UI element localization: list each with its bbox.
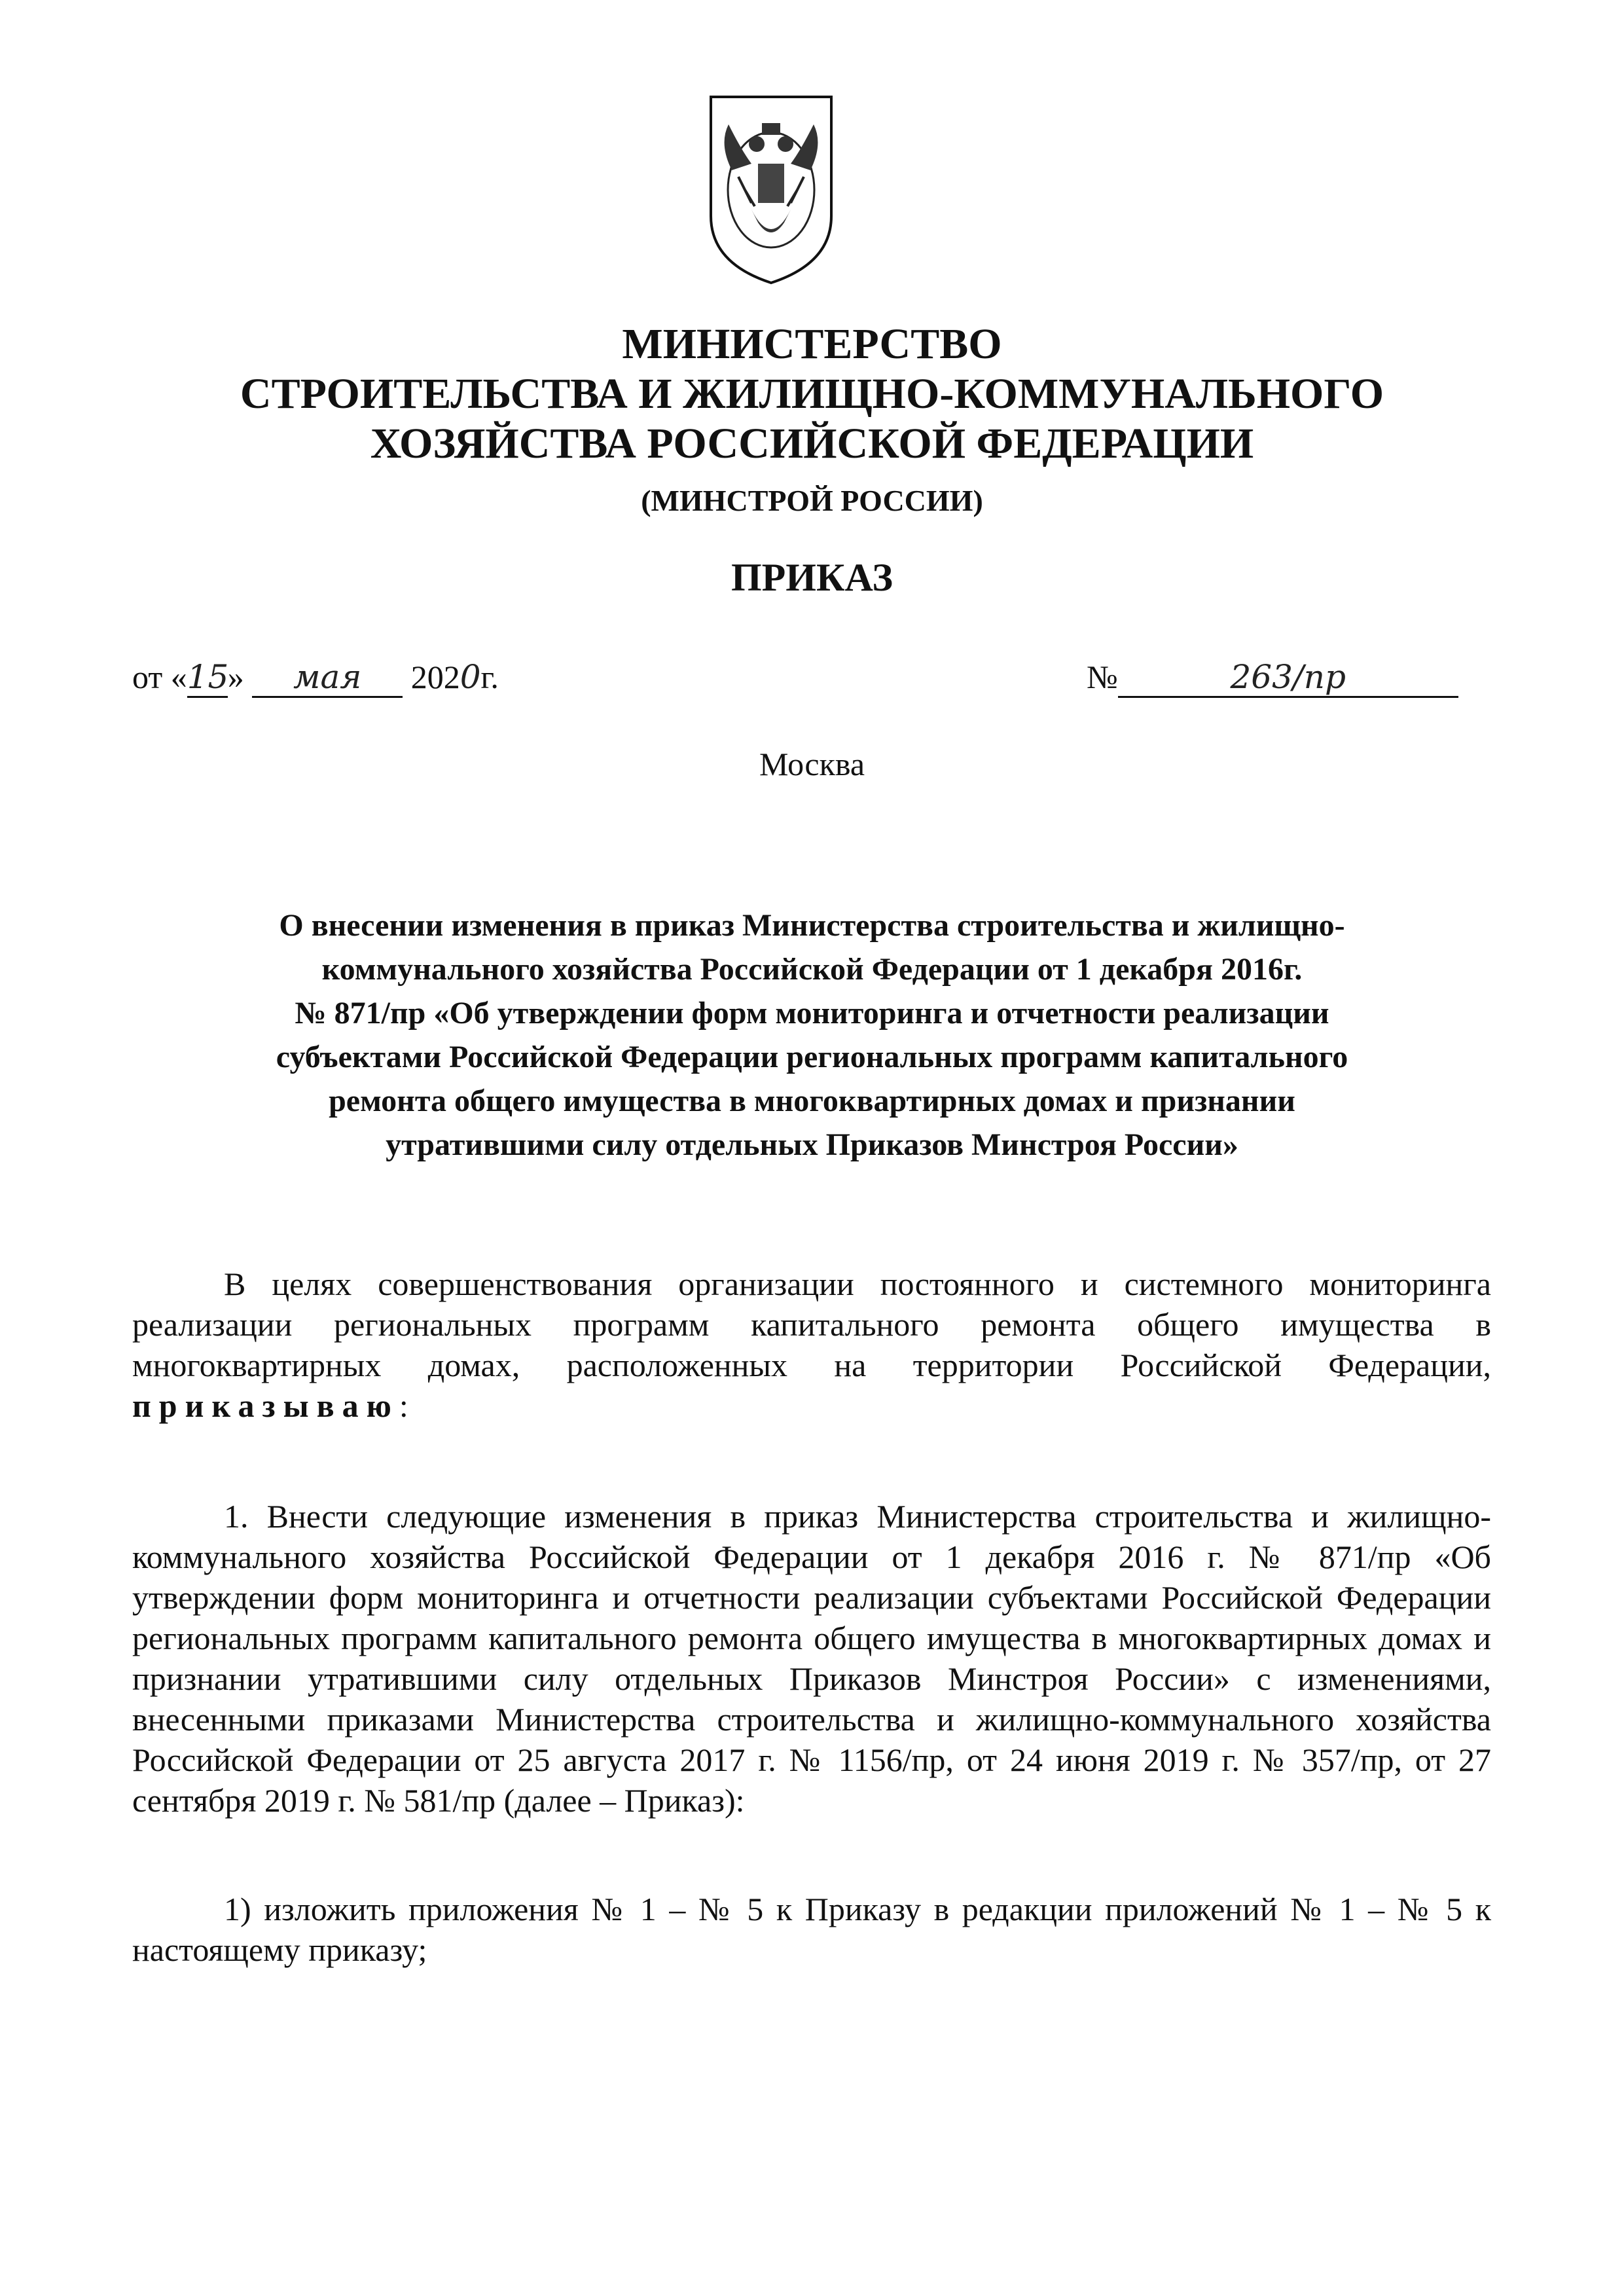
date-mid: »	[227, 659, 244, 695]
order-subject	[0, 903, 1624, 1167]
item-1-paragraph: 1. Внести следующие изменения в приказ Министерства строительства и жилищно-коммунального хозяйства Российской Федерации от 1 декабря 2016 г. № 871/пр «Об утверждении форм мониторинга и отчетности реализации субъектами Российской Федерации региональных программ капитального ремонта общего имущества в многоквартирных домах и признании утратившими силу отдельных Приказов Минстроя России» с изменениями, внесенными приказами Министерства строительства и жилищно-коммунального хозяйства Российской Федерации от 25 августа 2017 г. № 1156/пр, от 24 июня 2019 г. № 357/пр, от 27 сентября 2019 г. № 581/пр (далее – Приказ):	[132, 1498, 1491, 1819]
coat-of-arms-icon	[706, 92, 837, 288]
preamble-text: В целях совершенствования организации постоянного и системного мониторинга реализации региональных программ капитального ремонта общего имущества в многоквартирных домах, расположенных на территории Российской Федерации,	[132, 1266, 1491, 1383]
ministry-line: ХОЗЯЙСТВА РОССИЙСКОЙ ФЕДЕРАЦИИ	[370, 420, 1254, 467]
ministry-line: МИНИСТЕРСТВО	[622, 320, 1002, 368]
subject-line: ремонта общего имущества в многоквартирных домах и признании	[329, 1084, 1295, 1118]
date-year-suffix: г.	[480, 659, 499, 695]
subject-line: № 871/пр «Об утверждении форм мониторинга и отчетности реализации	[295, 996, 1329, 1030]
date-prefix: от «	[132, 659, 187, 695]
subject-line: субъектами Российской Федерации региональных программ капитального	[276, 1040, 1348, 1074]
number-label: №	[1087, 659, 1118, 695]
ministry-short-name: (МИНСТРОЙ РОССИИ)	[641, 484, 983, 517]
ministry-name	[0, 319, 1624, 469]
date-year-digit: 0	[460, 658, 481, 696]
item-1-1-paragraph: 1) изложить приложения № 1 – № 5 к Приказу в редакции приложений № 1 – № 5 к настоящему приказу;	[132, 1891, 1491, 1968]
subject-line: утратившими силу отдельных Приказов Минстроя России»	[386, 1127, 1238, 1162]
preamble-colon: :	[399, 1387, 408, 1424]
date-year-prefix: 202	[410, 659, 460, 695]
number-value: 263/пр	[1118, 658, 1458, 698]
order-number	[1087, 658, 1458, 698]
document-type: ПРИКАЗ	[731, 556, 893, 599]
ministry-line: СТРОИТЕЛЬСТВА И ЖИЛИЩНО-КОММУНАЛЬНОГО	[240, 370, 1384, 418]
subject-line: коммунального хозяйства Российской Федерации от 1 декабря 2016г.	[321, 952, 1303, 987]
date-month: мая	[252, 658, 403, 698]
date-day: 15	[187, 658, 228, 698]
order-date	[132, 658, 499, 698]
preamble-paragraph	[132, 1264, 1491, 1426]
subject-line: О внесении изменения в приказ Министерства строительства и жилищно-	[279, 908, 1345, 943]
order-verb: приказываю	[132, 1387, 399, 1424]
city: Москва	[759, 746, 865, 782]
